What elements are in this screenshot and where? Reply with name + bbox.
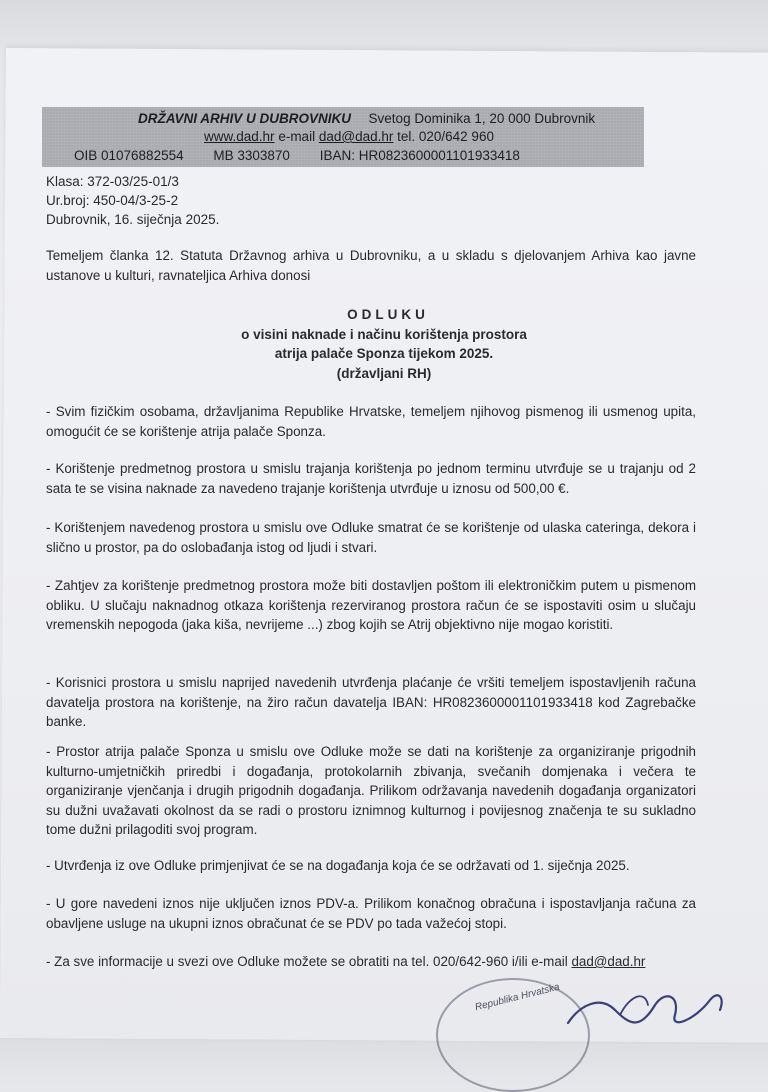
email-label: e-mail [278,129,316,144]
letterhead-line-3 [74,148,520,163]
section-2: - Korištenje predmetnog prostora u smislu trajanja korištenja po jednom terminu utvrđuje se u trajanju od 2 sata te se visina naknade za navedeno trajanje korištenja utvrđuje u iznosu od 500,00 €. [46,461,696,496]
letterhead-line-2 [204,129,494,144]
title-line-2: o visini naknade i načinu korištenja prostora [241,326,527,342]
letterhead-line-1 [138,111,595,126]
place-date: Dubrovnik, 16. siječnja 2025. [46,212,220,227]
intro-paragraph: Temeljem članka 12. Statuta Državnog arhiva u Dubrovniku, a u skladu s djelovanjem Arhiva kao javne ustanove u kulturi, ravnateljica Arhiva donosi [46,248,696,283]
klasa: Klasa: 372-03/25-01/3 [46,174,179,189]
decision-title [0,305,768,383]
section-3: - Korištenjem navedenog prostora u smislu ove Odluke smatrat će se korištenje od ulaska cateringa, dekora i slično u prostor, pa do oslobađanja istog od ljudi i stvari. [46,520,696,555]
oib: OIB 01076882554 [74,148,184,163]
section-9-email-link[interactable]: dad@dad.hr [571,954,646,969]
website-link[interactable]: www.dad.hr [204,129,275,144]
section-5: - Korisnici prostora u smislu naprijed navedenih utvrđenja plaćanje će vršiti temeljem ispostavljenih računa davatelja prostora na korištenje, na žiro račun davatelja IBAN: HR0823600001101933418 kod Zagrebačke banke. [46,675,696,729]
section-4: - Zahtjev za korištenje predmetnog prostora može biti dostavljen poštom ili elektroničkim putem u pismenom obliku. U slučaju naknadnog otkaza korištenja rezerviranog prostora račun će se ispostaviti osim u slučaju vremenskih nepogoda (jaka kiša, nevrijeme ...) zbog kojih se Atrij objektivno nije mogao koristiti. [46,578,696,632]
section-9 [46,952,696,972]
mb: MB 3303870 [213,148,290,163]
title-line-1: ODLUKU [347,307,429,322]
title-line-3: atrija palače Sponza tijekom 2025. [274,346,494,361]
email-link[interactable]: dad@dad.hr [318,129,394,144]
section-7: - Utvrđenja iz ove Odluke primjenjivat će se na događanja koja će se održavati od 1. siječnja 2025. [46,858,630,873]
signature [560,975,730,1035]
phone: tel. 020/642 960 [397,129,494,144]
section-9-text: - Za sve informacije u svezi ove Odluke možete se obratiti na tel. 020/642-960 i/ili e-mail [46,954,568,969]
title-line-4: (državljani RH) [336,365,432,381]
org-name: DRŽAVNI ARHIV U DUBROVNIKU [138,111,352,126]
stamp-text: Republika Hrvatska [473,981,561,1014]
urbroj: Ur.broj: 450-04/3-25-2 [46,193,179,208]
section-8: - U gore navedeni iznos nije uključen iznos PDV-a. Prilikom konačnog obračuna i ispostavljanja računa za obavljene usluge na ukupni iznos obračunat će se PDV po tada važećoj stopi. [46,896,696,931]
iban: IBAN: HR0823600001101933418 [319,148,520,163]
section-6: - Prostor atrija palače Sponza u smislu ove Odluke može se dati na korištenje za organiziranje prigodnih kulturno-umjetničkih priredbi i događanja, protokolarnih zbivanja, svečanih domjenaka i večera te organiziranje vjenčanja i drugih prigodnih događanja. Prilikom održavanja navedenih događanja organizatori su dužni uvažavati okolnost da se radi o prostoru iznimnog kulturnog i povijesnog značenja te su sukladno tome dužni prilagoditi svoj program. [46,744,696,837]
section-1: - Svim fizičkim osobama, državljanima Republike Hrvatske, temeljem njihovog pismenog ili usmenog upita, omogućit će se korištenje atrija palače Sponza. [46,404,696,439]
org-address: Svetog Dominika 1, 20 000 Dubrovnik [368,111,596,126]
